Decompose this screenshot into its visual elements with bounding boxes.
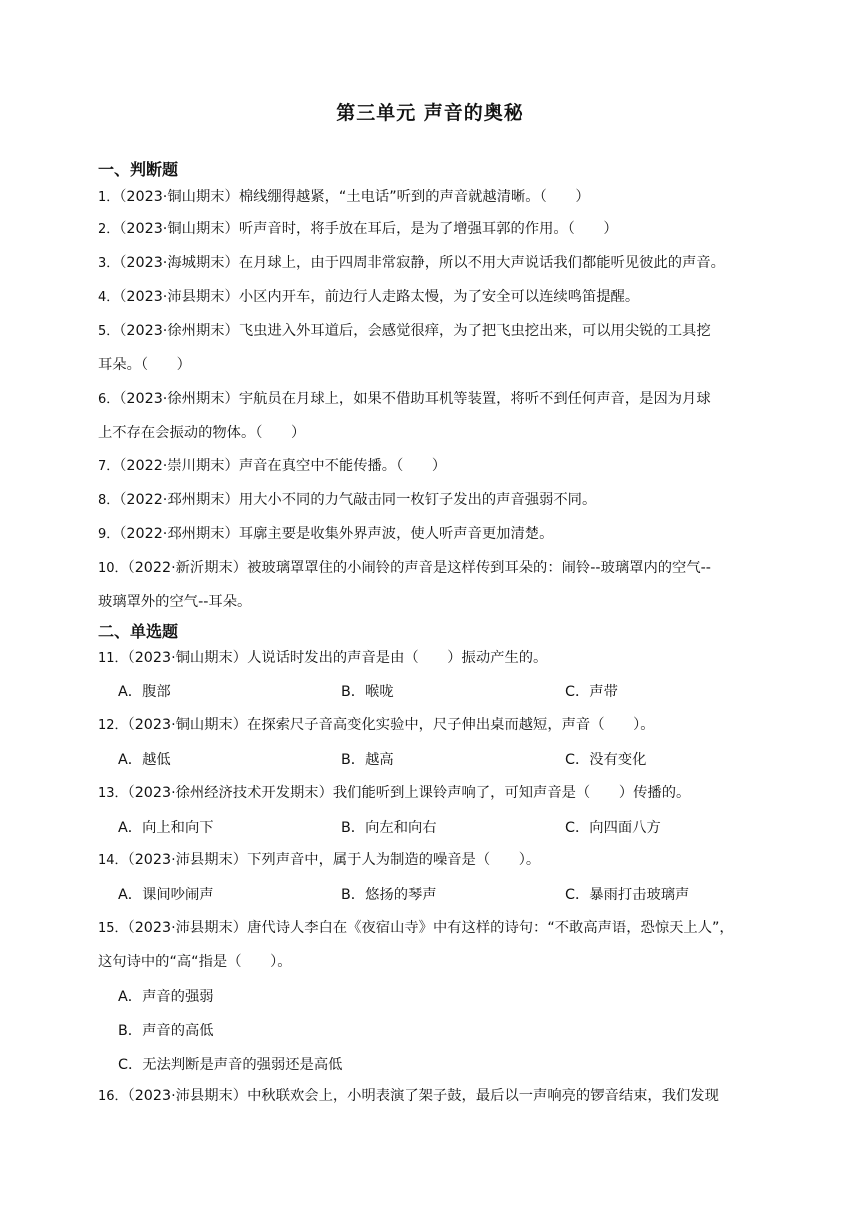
question-source: （2022·邳州期末）: [119, 492, 239, 508]
question-number: 11．: [98, 651, 128, 666]
question-source: （2022·邳州期末）: [119, 526, 239, 542]
option-b: B．声音的高低: [118, 1023, 214, 1039]
question-3: [98, 253, 778, 274]
option-a: A．越低: [118, 752, 171, 768]
question-14: [98, 850, 778, 871]
question-text: 下列声音中，属于人为制造的噪音是（ ）。: [247, 852, 541, 868]
question-11: [98, 648, 778, 669]
question-source: （2022·新沂期末）: [127, 560, 248, 576]
question-text: 人说话时发出的声音是由（ ）振动产生的。: [247, 650, 548, 666]
section-heading-judge: 一、判断题: [98, 160, 179, 179]
question-10: [98, 558, 778, 579]
question-number: 14．: [98, 853, 128, 868]
question-source: （2023·徐州期末）: [119, 323, 239, 339]
question-16: [98, 1086, 778, 1107]
question-text: 声音在真空中不能传播。（ ）: [238, 458, 447, 474]
question-text: 在探索尺子音高变化实验中，尺子伸出桌而越短，声音（ ）。: [247, 717, 655, 733]
question-text: 耳廓主要是收集外界声波，使人听声音更加清楚。: [238, 526, 554, 542]
question-7: [98, 456, 778, 477]
option-b: B．喉咙: [341, 684, 394, 700]
question-source: （2023·沛县期末）: [127, 1088, 248, 1104]
question-source: （2022·崇川期末）: [119, 458, 239, 474]
option-c: C．暴雨打击玻璃声: [565, 887, 690, 903]
section-heading-single-choice: 二、单选题: [98, 622, 179, 641]
option-a: A．课间吵闹声: [118, 887, 214, 903]
option-c: C．声带: [565, 684, 618, 700]
question-10-continued: 玻璃罩外的空气--耳朵。: [98, 594, 252, 610]
option-b: B．越高: [341, 752, 394, 768]
question-12: [98, 715, 778, 736]
question-text: 在月球上，由于四周非常寂静，所以不用大声说话我们都能听见彼此的声音。: [238, 255, 725, 271]
question-source: （2023·铜山期末）: [127, 650, 248, 666]
option-b: B．向左和向右: [341, 820, 437, 836]
question-text: 中秋联欢会上，小明表演了架子鼓，最后以一声响亮的锣音结束，我们发现: [247, 1088, 719, 1104]
option-b: B．悠扬的琴声: [341, 887, 437, 903]
question-9: [98, 524, 778, 545]
question-number: 10．: [98, 561, 128, 576]
question-1: [98, 187, 778, 208]
page-title: 第三单元 声音的奥秘: [336, 102, 524, 124]
question-number: 2．: [98, 222, 120, 237]
question-number: 9．: [98, 527, 120, 542]
option-a: A．向上和向下: [118, 820, 214, 836]
question-13: [98, 783, 778, 804]
option-a: A．声音的强弱: [118, 989, 214, 1005]
question-text: 棉线绷得越紧，“土电话”听到的声音就越清晰。（ ）: [238, 189, 590, 205]
question-source: （2023·铜山期末）: [119, 189, 239, 205]
question-text: 听声音时，将手放在耳后，是为了增强耳郭的作用。（ ）: [238, 221, 618, 237]
question-number: 7．: [98, 459, 120, 474]
question-6: [98, 389, 778, 410]
question-number: 15．: [98, 921, 128, 936]
question-number: 13．: [98, 786, 128, 801]
question-number: 1．: [98, 190, 120, 205]
question-5-continued: 耳朵。（ ）: [98, 357, 191, 373]
question-source: （2023·徐州经济技术开发期末）: [127, 785, 333, 801]
question-source: （2023·海城期末）: [119, 255, 239, 271]
option-c: C．向四面八方: [565, 820, 661, 836]
question-source: （2023·沛县期末）: [127, 920, 248, 936]
question-number: 3．: [98, 256, 120, 271]
question-8: [98, 490, 778, 511]
question-text: 宇航员在月球上，如果不借助耳机等装置，将听不到任何声音，是因为月球: [238, 391, 711, 407]
question-6-continued: 上不存在会振动的物体。（ ）: [98, 425, 306, 441]
question-source: （2023·沛县期末）: [119, 289, 239, 305]
question-source: （2023·铜山期末）: [119, 221, 239, 237]
option-a: A．腹部: [118, 684, 171, 700]
option-c: C．无法判断是声音的强弱还是高低: [118, 1057, 343, 1073]
question-4: [98, 287, 778, 308]
question-number: 16．: [98, 1089, 128, 1104]
question-number: 8．: [98, 493, 120, 508]
question-text: 用大小不同的力气敲击同一枚钉子发出的声音强弱不同。: [238, 492, 597, 508]
question-source: （2023·铜山期末）: [127, 717, 248, 733]
question-text: 我们能听到上课铃声响了，可知声音是（ ）传播的。: [332, 785, 691, 801]
question-number: 6．: [98, 392, 120, 407]
question-number: 5．: [98, 324, 120, 339]
question-source: （2023·沛县期末）: [127, 852, 248, 868]
question-number: 12．: [98, 718, 128, 733]
question-text: 唐代诗人李白在《夜宿山寺》中有这样的诗句：“不敢高声语，恐惊天上人”，: [247, 920, 734, 936]
question-source: （2023·徐州期末）: [119, 391, 239, 407]
question-text: 飞虫进入外耳道后，会感觉很痒，为了把飞虫挖出来，可以用尖锐的工具挖: [238, 323, 711, 339]
question-15: [98, 918, 778, 939]
question-15-continued: 这句诗中的“高“指是（ ）。: [98, 954, 292, 970]
option-c: C．没有变化: [565, 752, 647, 768]
question-text: 被玻璃罩罩住的小闹铃的声音是这样传到耳朵的：闹铃--玻璃罩内的空气--: [247, 560, 711, 576]
question-text: 小区内开车，前边行人走路太慢，为了安全可以连续鸣笛提醒。: [238, 289, 640, 305]
question-5: [98, 321, 778, 342]
question-2: [98, 219, 778, 240]
question-number: 4．: [98, 290, 120, 305]
